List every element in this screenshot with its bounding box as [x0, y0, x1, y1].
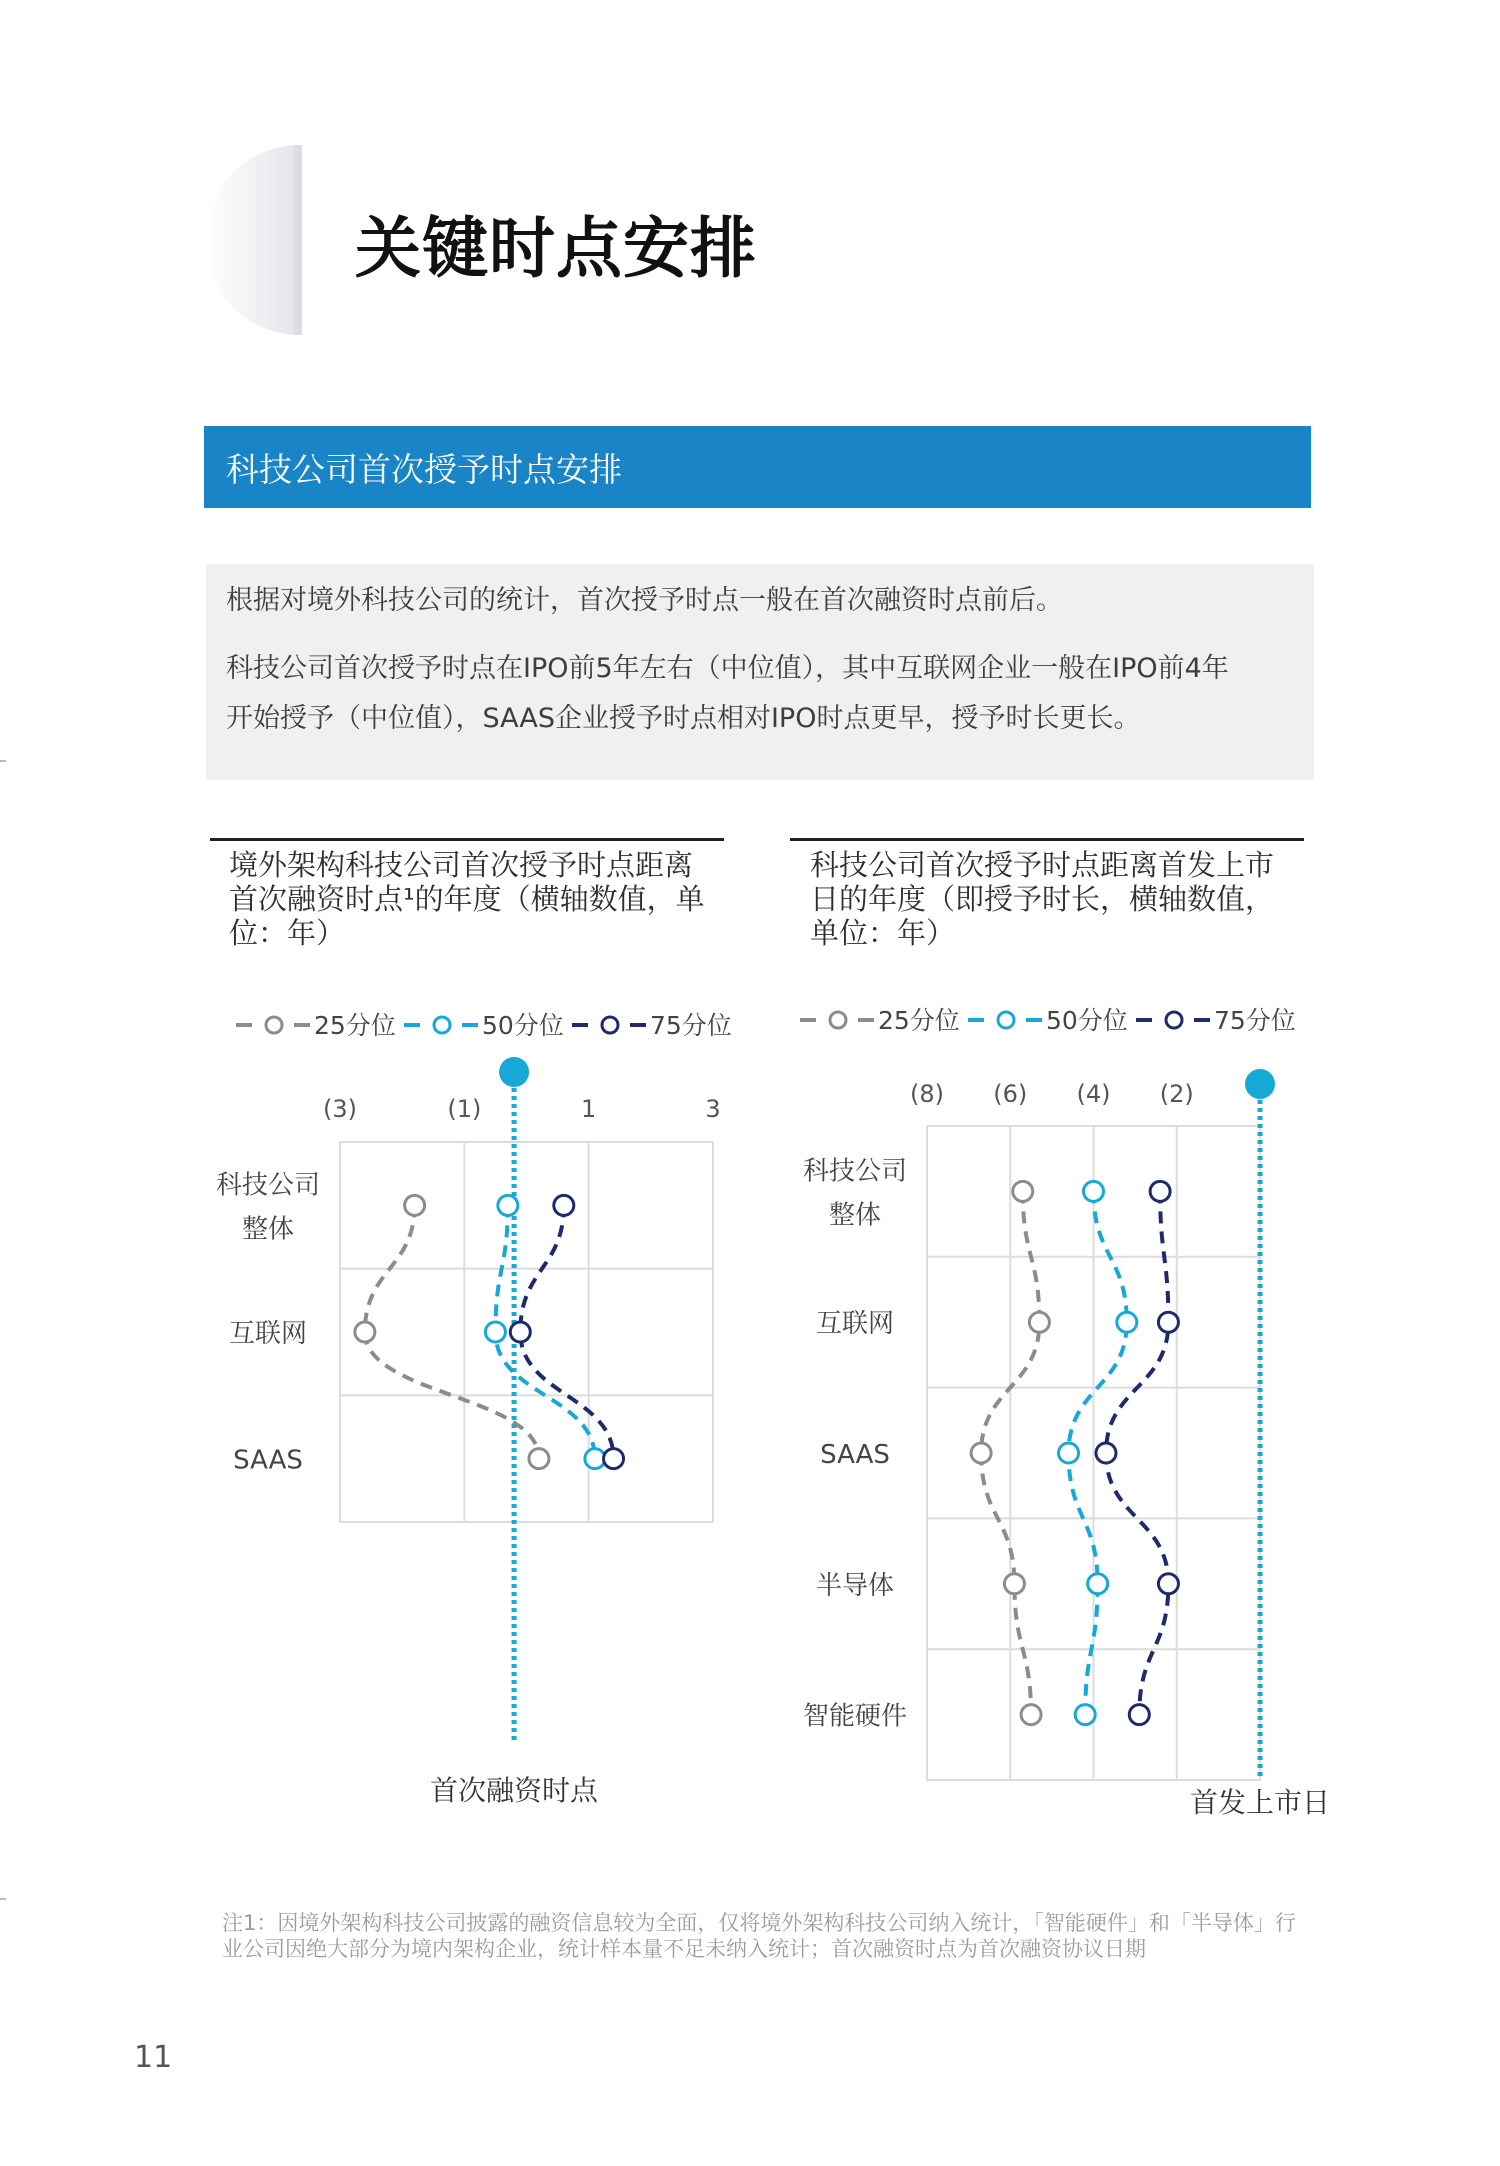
x-tick-label: (8) [910, 1080, 944, 1108]
category-label: 科技公司 [802, 1156, 908, 1187]
category-label: 互联网 [815, 1309, 895, 1340]
data-point-50分位 [585, 1449, 605, 1469]
data-point-25分位 [1021, 1705, 1041, 1725]
legend-label: 50分位 [482, 1011, 564, 1040]
series-line-75分位 [520, 1205, 613, 1458]
summary-line-3: 开始授予（中位值），SAAS企业授予时点相对IPO时点更早，授予时长更长。 [226, 703, 1141, 734]
data-point-75分位 [1150, 1181, 1170, 1201]
x-tick-label: 3 [705, 1095, 721, 1123]
data-point-75分位 [510, 1322, 530, 1342]
data-point-25分位 [355, 1322, 375, 1342]
data-point-75分位 [604, 1449, 624, 1469]
legend-label: 75分位 [650, 1011, 732, 1040]
category-label: 科技公司 [215, 1170, 321, 1201]
data-point-25分位 [529, 1449, 549, 1469]
data-point-25分位 [405, 1195, 425, 1215]
x-tick-label: (6) [993, 1080, 1028, 1108]
section-header-label: 科技公司首次授予时点安排 [226, 450, 622, 489]
category-label: 半导体 [815, 1570, 895, 1601]
reference-line-label: 首次融资时点 [430, 1774, 599, 1807]
data-point-75分位 [1158, 1574, 1178, 1594]
category-label: 整体 [241, 1214, 295, 1245]
category-label: 智能硬件 [802, 1701, 908, 1732]
reference-line-label: 首发上市日 [1189, 1786, 1331, 1819]
data-point-25分位 [1029, 1312, 1049, 1332]
legend-marker [998, 1012, 1014, 1028]
page-title: 关键时点安排 [355, 210, 757, 287]
data-point-25分位 [1004, 1574, 1024, 1594]
legend-label: 25分位 [314, 1011, 396, 1040]
data-point-50分位 [1059, 1443, 1079, 1463]
summary-line-2: 科技公司首次授予时点在IPO前5年左右（中位值），其中互联网企业一般在IPO前4年 [226, 653, 1229, 684]
x-tick-label: (1) [447, 1095, 482, 1123]
data-point-50分位 [498, 1195, 518, 1215]
legend-marker [830, 1012, 846, 1028]
legend-marker [434, 1017, 450, 1033]
data-point-50分位 [1075, 1705, 1095, 1725]
legend-label: 25分位 [878, 1006, 960, 1035]
legend-marker [602, 1017, 618, 1033]
data-point-25分位 [1013, 1181, 1033, 1201]
x-tick-label: (4) [1076, 1080, 1111, 1108]
legend-marker [1166, 1012, 1182, 1028]
data-point-75分位 [1096, 1443, 1116, 1463]
legend-marker [266, 1017, 282, 1033]
data-point-50分位 [485, 1322, 505, 1342]
footnote: 注1：因境外架构科技公司披露的融资信息较为全面，仅将境外架构科技公司纳入统计，「智能硬件」和「半导体」行业公司因绝大部分为境内架构企业，统计样本量不足未纳入统计；首次融资时点为首次融资协议日期 [222, 1911, 1296, 1961]
reference-marker [1245, 1069, 1275, 1099]
data-point-50分位 [1088, 1574, 1108, 1594]
category-label: 整体 [828, 1200, 882, 1231]
data-point-75分位 [554, 1195, 574, 1215]
data-point-75分位 [1158, 1312, 1178, 1332]
legend-label: 75分位 [1214, 1006, 1296, 1035]
data-point-50分位 [1084, 1181, 1104, 1201]
data-point-50分位 [1117, 1312, 1137, 1332]
category-label: 互联网 [228, 1319, 308, 1349]
category-label: SAAS [233, 1445, 303, 1476]
reference-marker [499, 1057, 529, 1087]
summary-line-1: 根据对境外科技公司的统计，首次授予时点一般在首次融资时点前后。 [226, 585, 1063, 616]
data-point-75分位 [1129, 1705, 1149, 1725]
page-number: 11 [134, 2040, 173, 2075]
data-point-25分位 [971, 1443, 991, 1463]
x-tick-label: (2) [1159, 1080, 1194, 1108]
x-tick-label: 1 [581, 1095, 597, 1123]
right-chart-title: 科技公司首次授予时点距离首发上市 日的年度（即授予时长，横轴数值， 单位：年） [810, 848, 1275, 950]
x-tick-label: (3) [323, 1095, 357, 1123]
legend-label: 50分位 [1046, 1006, 1128, 1035]
category-label: SAAS [820, 1440, 890, 1470]
left-chart-title: 境外架构科技公司首次授予时点距离 首次融资时点¹的年度（横轴数值，单 位：年） [229, 848, 705, 950]
